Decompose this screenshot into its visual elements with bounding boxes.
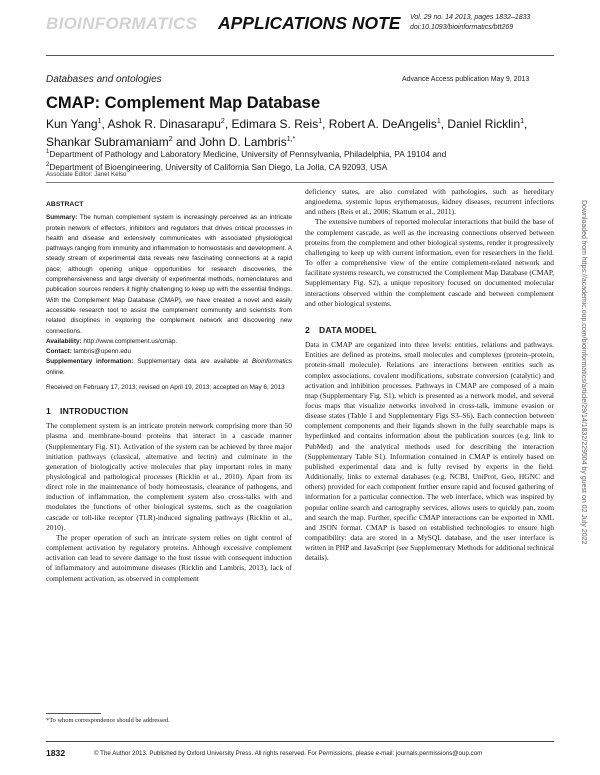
right-column [305, 187, 554, 563]
intro-continued: deficiency states, are also correlated with pathologies, such as hereditary angioedema, systemic lupus erythematosus, kidney diseases, recurrent infections and others (Reis et al., 2006; Skattum et al., 2011). [305, 187, 554, 217]
abstract [46, 200, 292, 378]
section-label: Databases and ontologies [46, 74, 162, 85]
intro-heading [46, 406, 292, 416]
affiliation-mark: 1 [46, 149, 50, 155]
abstract-heading: ABSTRACT [46, 201, 84, 208]
copyright-line: © The Author 2013. Published by Oxford University Press. All rights reserved. For Permissions, please e-mail: journals.permissions@oup.com [94, 750, 483, 757]
affiliation-line [46, 147, 558, 160]
summary-label: Summary: [46, 214, 78, 222]
volume-info [410, 13, 530, 33]
article-title: CMAP: Complement Map Database [46, 94, 321, 112]
affiliations [46, 147, 558, 173]
author-affiliation-mark: 1 [436, 118, 441, 125]
supplementary-label: Supplementary information: [46, 358, 134, 366]
availability-label: Availability: [46, 337, 82, 345]
intro-paragraph-1 [46, 421, 292, 533]
intro-paragraph-2: The proper operation of such an intricate system relies on tight control of complement activation by regulatory proteins. Although excessive complement activation can lead to severe damage to the host tissue with consequent induction of inflammatory and autoimmune diseases (Ricklin and Lambris, 2013), lack of complement activation, as observed in complement [46, 532, 292, 583]
doi-line[interactable]: doi:10.1093/bioinformatics/btt269 [410, 24, 514, 31]
author-affiliation-mark: 1 [520, 118, 525, 125]
download-watermark: Downloaded from https://academic.oup.com/bioinformatics/article/29/14/1832/229504 by guest on 02 July 2022 [580, 200, 587, 545]
journal-name: BIOINFORMATICS [46, 14, 198, 33]
received-dates: Received on February 17, 2013; revised on April 19, 2013; accepted on May 6, 2013 [46, 384, 285, 392]
citation: (Ricklin et al., 2010). [46, 512, 293, 532]
author-name: John D. Lambris [199, 135, 287, 149]
associate-editor: Associate Editor: Janet Kelso [46, 171, 127, 178]
author-affiliation-mark: 2 [168, 136, 173, 143]
footer-rule [46, 741, 554, 742]
title-rule [46, 182, 554, 183]
author-name: Kun Yang [46, 117, 98, 131]
intro-p1-text: The complement system is an intricate protein network comprising more than 50 plasma and membrane-bound proteins that interact in a cascade manner (Supplementary Fig. S1). Activation of the system can be achieved by three major initiation pathways (classical, alternative and lectin) and culminate in the generation of biologically active molecules that play important roles in many physiological and pathological processes [46, 421, 292, 481]
author-separator: , [524, 117, 528, 131]
data-model-heading [305, 325, 554, 335]
author-affiliation-mark: 1 [97, 118, 102, 125]
data-model-paragraph: Data in CMAP are organized into three levels: entities, relations and pathways. Entities are defined as proteins, small molecules and complexes (protein–protein, protein-small molecule). Relations are interactions between entities such as complex associations, covalent modifications, substrate conversion (catalytic) and activation and inhibition processes. Pathways in CMAP are composed of a main map (Supplementary Fig. S1), which is presented as a network model, and several focus maps that visualize networks involved in cross-talk, immune evasion or disease states (Table 1 and Supplementary Figs S3–S6). Each connection between complement components and their ligands shown in the fully searchable maps is hyperlinked and contains information about the publication sources (e.g. link to PubMed) and the analytical methods used for describing the interaction (Supplementary Table S1). Information contained in CMAP is entirely based on published experimental data and is fully revised by experts in the field. Additionally, links to external databases (e.g. NCBI, UniProt, Geo, HGNC and others) provided for each component further ensure rapid and focused gathering of information for a particular connection. The web interface, which was inspired by popular online search and cartography services, allows users to quickly pan, zoom and search the map. Further, specific CMAP interactions can be exported in XML and JSON format. CMAP is based on established technologies to ensure high compatibility: data are stored in a MySQL database, and the user interface is written in PHP and JavaScript (see Supplementary Methods for additional technical details). [305, 340, 554, 563]
author-separator: , [224, 117, 232, 131]
author-list [46, 114, 558, 150]
article-type: APPLICATIONS NOTE [218, 13, 401, 33]
citation: (Ricklin et al., 2010). [175, 471, 244, 481]
author-name: Shankar Subramaniam [46, 135, 169, 149]
intro-title: INTRODUCTION [59, 406, 129, 417]
author-name: Ashok R. Dinasarapu [107, 117, 221, 131]
author-separator: , [101, 117, 108, 131]
author-name: Robert A. DeAngelis [328, 117, 437, 131]
footnote-rule [46, 713, 101, 714]
author-separator: , [440, 117, 448, 131]
author-affiliation-mark: 2 [220, 118, 225, 125]
affiliation-mark: 2 [46, 161, 50, 168]
data-model-title: DATA MODEL [318, 324, 377, 335]
volume-line: Vol. 29 no. 14 2013, pages 1832–1833 [410, 14, 531, 21]
footnote: *To whom correspondence should be addressed. [46, 717, 170, 724]
author-name: Edimara S. Reis [231, 117, 319, 131]
contact-label: Contact: [46, 348, 72, 356]
left-column [46, 200, 292, 584]
author-separator: , [322, 117, 329, 131]
intro-paragraph-3: The extensive numbers of reported molecular interactions that build the base of the complement cascade, as well as the increasing connections observed between proteins from the complement and other biological systems, render it progressively challenging to keep up with current information, even for researchers in the field. To offer a comprehensive view of the entire complement-related network and facilitate systems research, we constructed the Complement Map Database (CMAP, Supplementary Fig. S2), a unique repository focused on documented molecular interactions observed within the complement cascade and between complement and other biological systems. [305, 217, 554, 308]
supplementary-journal: Bioinformatics [251, 358, 292, 366]
affiliation-text: Department of Pathology and Laboratory Medicine, University of Pennsylvania, Philadelphia, PA 19104 and [49, 148, 447, 159]
intro-p1b-text: Apart from its direct role in the maintenance of body homeostasis, clearance of pathogens, and induction of inflammation, the complement system also cross-talks with and modulates the functions of other biological systems, such as the coagulation cascade or toll-like receptor (TLR)-induced signaling pathways [46, 471, 293, 522]
contact-email[interactable]: lambris@upenn.edu [73, 348, 131, 356]
author-name: Daniel Ricklin [447, 117, 521, 131]
intro-number: 1 [46, 406, 51, 417]
page-number: 1832 [46, 748, 66, 758]
affiliation-text: Department of Bioengineering, University of California San Diego, La Jolla, CA 92093, USA [49, 161, 388, 172]
summary-text: The human complement system is increasingly perceived as an intricate protein network of effectors, inhibitors and regulators that drives critical processes in health and disease and extensively communicates with associated physiological pathways ranging from immunity and inflammation to homeostasis and development. A steady stream of experimental data reveals new fascinating connections at a rapid pace; although opening unique opportunities for research discoveries, the comprehensiveness and large diversity of experimental methods, nomenclatures and publication sources renders it highly challenging to keep up with the essential findings. With the Complement Map Database (CMAP), we have created a novel and easily accessible research tool to assist the complement community and scientists from related disciplines in exploring the complement network and discovering new connections. [46, 214, 292, 335]
data-model-number: 2 [305, 324, 310, 335]
author-affiliation-mark: 1,* [286, 136, 296, 143]
supplementary-post: online. [46, 368, 65, 376]
advance-access: Advance Access publication May 9, 2013 [402, 76, 530, 83]
supplementary-pre: Supplementary data are available at [137, 358, 248, 366]
author-separator: and [172, 135, 200, 149]
availability-link[interactable]: http://www.complement.us/cmap. [83, 337, 178, 345]
header-rule [46, 55, 554, 56]
author-affiliation-mark: 1 [318, 118, 323, 125]
